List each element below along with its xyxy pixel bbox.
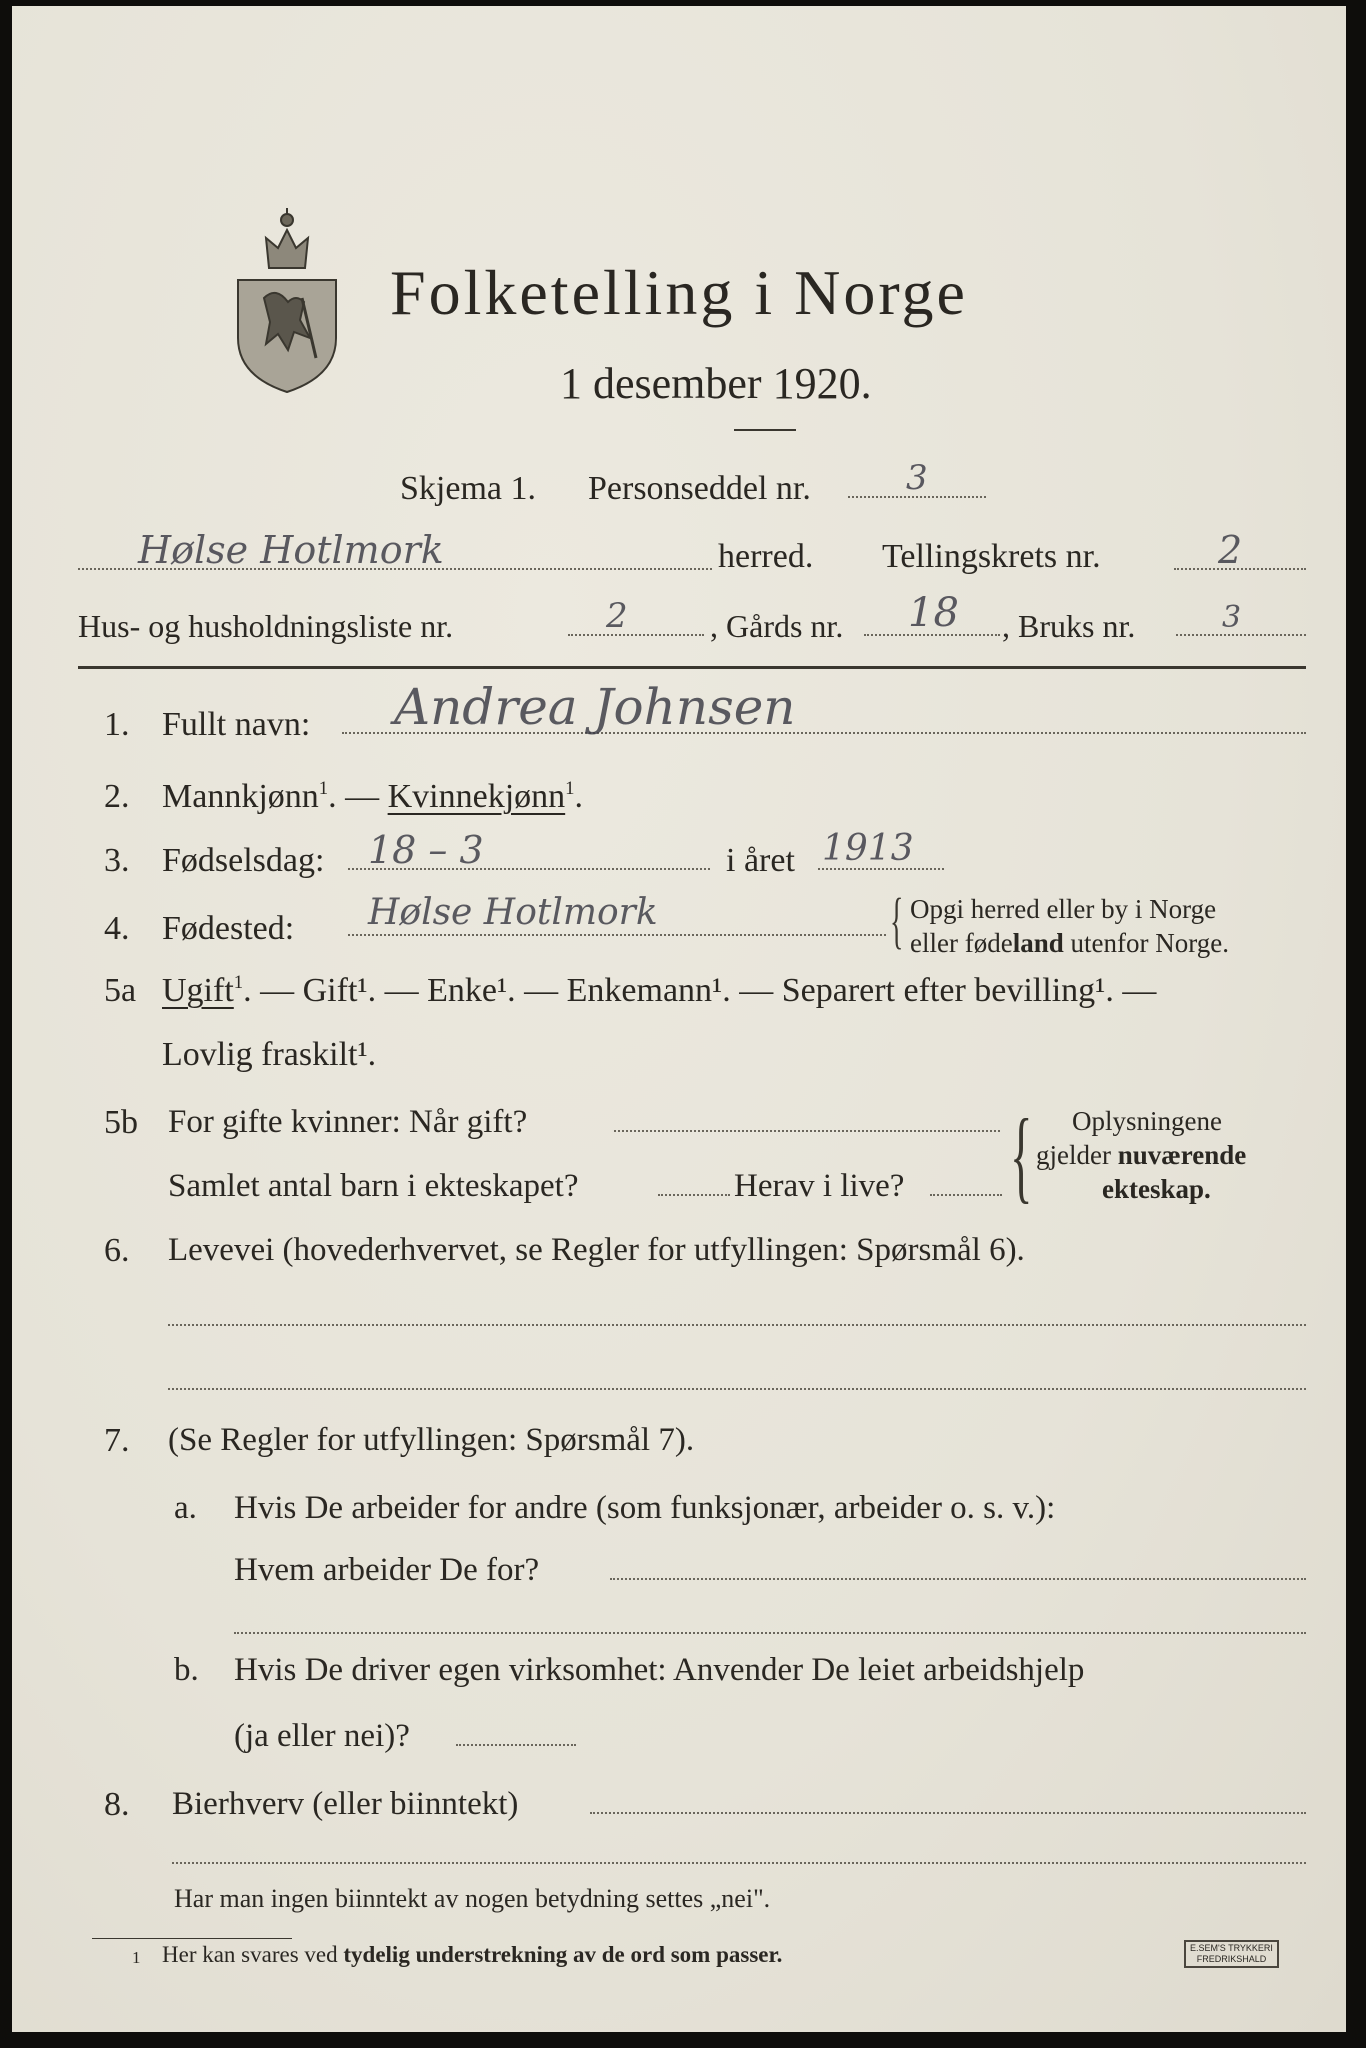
q5a-number: 5a [104,972,137,1009]
printer-stamp [1184,1940,1279,1968]
q1-number: 1. [104,706,130,743]
q8-label: Bierhverv (eller biinntekt) [172,1786,519,1822]
birthplace-field[interactable] [348,934,886,936]
employer-field-line1[interactable] [610,1578,1306,1580]
hus-field[interactable] [568,634,704,636]
gards-label: , Gårds nr. [710,608,844,644]
q5b-note2-a: gjelder [1036,1140,1118,1170]
q5b-note3: ekteskap. [1102,1174,1211,1204]
title-divider [734,429,796,431]
q5b-line1: For gifte kvinner: Når gift? [168,1104,528,1140]
norwegian-coat-of-arms-icon [224,198,350,394]
footnote-text-a: Her kan svares ved [162,1942,344,1967]
q5b-number: 5b [104,1104,138,1141]
full-name-value: Andrea Johnsen [394,678,796,736]
form-title: Folketelling i Norge [390,257,968,328]
q5a-line2[interactable]: Lovlig fraskilt¹. [162,1036,377,1073]
q5b-note-brace: { [1010,1098,1033,1213]
year-label: i året [726,842,795,879]
footnote-text [162,1942,782,1968]
q5a-options [162,972,1156,1010]
occupation-field-line2[interactable] [168,1388,1306,1390]
q3-number: 3. [104,842,130,879]
q7a-number: a. [174,1490,197,1526]
q4-number: 4. [104,910,130,947]
printer-stamp-line2: FREDRIKSHALD [1196,1954,1267,1964]
q4-note-line2-b: land [1012,928,1064,958]
children-alive-field[interactable] [930,1194,1002,1196]
male-option[interactable]: Mannkjønn [162,778,319,816]
q3-label: Fødselsdag: [162,842,325,879]
herred-value: Hølse Hotlmork [138,528,444,572]
q7-label: (Se Regler for utfyllingen: Spørsmål 7). [168,1422,695,1458]
hus-value: 2 [606,596,628,636]
q6-label: Levevei (hovederhvervet, se Regler for utfyllingen: Spørsmål 6). [168,1232,1025,1268]
female-option[interactable]: Kvinnekjønn [387,778,566,816]
bruks-value: 3 [1222,600,1242,635]
q4-note-brace: { [890,887,904,955]
q8-number: 8. [104,1786,130,1823]
hus-label: Hus- og husholdningsliste nr. [78,608,454,644]
ugift-footnote-mark: 1 [233,972,244,993]
bruks-label: , Bruks nr. [1002,608,1136,644]
printer-stamp-line1: E.SEM'S TRYKKERI [1190,1943,1273,1953]
skjema-label: Skjema 1. [400,470,536,507]
female-footnote-mark: 1 [565,778,575,799]
q4-label: Fødested: [162,910,295,947]
footnote-text-b: tydelig understrekning av de ord som passer. [343,1942,783,1967]
personseddel-label: Personseddel nr. [588,470,811,507]
q5b-line2b: Herav i live? [734,1168,905,1204]
q2-number: 2. [104,778,130,815]
birthplace-value: Hølse Hotlmork [368,892,658,933]
q5b-note1: Oplysningene [1072,1106,1222,1136]
footnote-divider [92,1938,292,1939]
tellingskrets-label: Tellingskrets nr. [882,538,1101,575]
male-footnote-mark: 1 [318,778,329,799]
q7a-line2: Hvem arbeider De for? [234,1552,540,1588]
q7-number: 7. [104,1422,130,1459]
footnote-mark: 1 [132,1948,141,1967]
gards-value: 18 [908,590,959,636]
q4-note-line1: Opgi herred eller by i Norge [910,894,1217,924]
ugift-option[interactable]: Ugift [162,972,234,1010]
birthday-value: 18 – 3 [368,828,484,872]
side-income-field-line2[interactable] [172,1862,1306,1864]
herred-label: herred. [718,538,814,575]
q2-separator: . — [328,778,388,816]
census-form-page [12,6,1346,2032]
marital-status-options[interactable]: . — Gift¹. — Enke¹. — Enkemann¹. — Separert efter bevilling¹. — [243,972,1157,1010]
tellingskrets-value: 2 [1218,528,1243,572]
personseddel-value: 3 [906,458,928,498]
q4-note-line2-c: utenfor Norge. [1063,928,1229,958]
q4-note-line2-a: eller føde [910,928,1013,958]
hired-help-field[interactable] [456,1744,576,1746]
q7b-line1: Hvis De driver egen virksomhet: Anvender De leiet arbeidshjelp [234,1652,1085,1688]
married-when-field[interactable] [614,1130,1000,1132]
q5b-line2a: Samlet antal barn i ekteskapet? [168,1168,579,1204]
children-count-field[interactable] [658,1194,730,1196]
q6-number: 6. [104,1232,130,1269]
employer-field-line2[interactable] [234,1632,1306,1634]
census-date: 1 desember 1920. [560,359,872,408]
q4-note-line2 [910,928,1229,959]
q7a-line1: Hvis De arbeider for andre (som funksjonær, arbeider o. s. v.): [234,1490,1056,1526]
q5b-note2 [1036,1140,1246,1171]
occupation-field-line1[interactable] [168,1324,1306,1326]
q2-options [162,778,583,816]
q7b-line2: (ja eller nei)? [234,1718,410,1754]
header-divider [78,666,1306,669]
q7b-number: b. [174,1652,199,1688]
q1-label: Fullt navn: [162,706,311,743]
side-income-field-line1[interactable] [590,1812,1306,1814]
birth-year-value: 1913 [822,828,914,869]
q8-note: Har man ingen biinntekt av nogen betydning settes „nei". [174,1884,771,1913]
q2-end: . [574,778,584,816]
q5b-note2-b: nuværende [1117,1140,1247,1170]
